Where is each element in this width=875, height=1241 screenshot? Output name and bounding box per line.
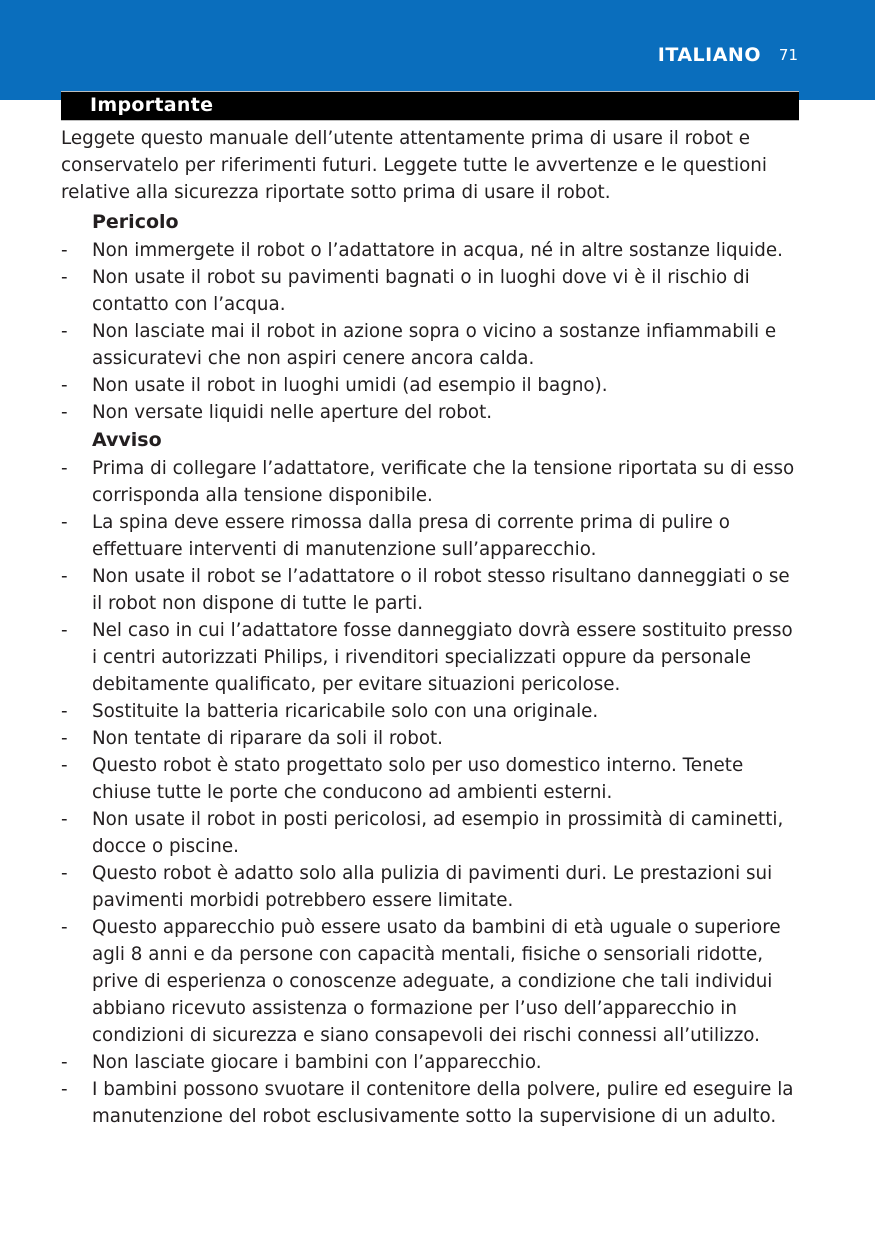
list-item: - Non lasciate giocare i bambini con l’apparecchio. — [61, 1052, 542, 1073]
warning-heading: Avviso — [92, 429, 162, 451]
page-number: 71 — [778, 46, 798, 64]
header-bar — [0, 0, 875, 100]
section-title-bar — [61, 91, 799, 121]
list-item: - Questo robot è adatto solo alla pulizia di pavimenti duri. Le prestazioni sui pavimenti morbidi potrebbero essere limitate. — [61, 863, 773, 911]
list-item: - Nel caso in cui l’adattatore fosse danneggiato dovrà essere sostituito presso i centri autorizzati Philips, i rivenditori specializzati oppure da personale debitamente qualificato, per evitare situazioni pericolose. — [61, 620, 793, 695]
warning-list — [61, 455, 801, 1130]
list-item: - Non usate il robot su pavimenti bagnati o in luoghi dove vi è il rischio di contatto con l’acqua. — [61, 267, 750, 315]
list-item: - Non usate il robot in luoghi umidi (ad esempio il bagno). — [61, 375, 608, 396]
list-item: - Non lasciate mai il robot in azione sopra o vicino a sostanze infiammabili e assicuratevi che non aspiri cenere ancora calda. — [61, 321, 777, 369]
list-item: - Sostituite la batteria ricaricabile solo con una originale. — [61, 701, 599, 722]
list-item: - Non versate liquidi nelle aperture del robot. — [61, 402, 493, 423]
list-item: - Prima di collegare l’adattatore, verificate che la tensione riportata su di esso corrisponda alla tensione disponibile. — [61, 458, 795, 506]
list-item: - Questo robot è stato progettato solo per uso domestico interno. Tenete chiuse tutte le porte che conducono ad ambienti esterni. — [61, 755, 744, 803]
danger-list — [61, 237, 801, 426]
danger-heading: Pericolo — [92, 211, 179, 233]
list-item: - Non usate il robot in posti pericolosi, ad esempio in prossimità di caminetti, docce o piscine. — [61, 809, 784, 857]
list-item: - Non usate il robot se l’adattatore o il robot stesso risultano danneggiati o se il robot non dispone di tutte le parti. — [61, 566, 790, 614]
document-body — [61, 125, 801, 1130]
language-label: ITALIANO — [657, 44, 761, 66]
intro-paragraph: Leggete questo manuale dell’utente attentamente prima di usare il robot e conservatelo per riferimenti futuri. Leggete tutte le avvertenze e le questioni relative alla sicurezza riportate sotto prima di usare il robot. — [61, 128, 767, 203]
list-item: - La spina deve essere rimossa dalla presa di corrente prima di pulire o effettuare interventi di manutenzione sull’apparecchio. — [61, 512, 730, 560]
section-title: Importante — [90, 94, 214, 116]
list-item: - Non tentate di riparare da soli il robot. — [61, 728, 443, 749]
list-item: - I bambini possono svuotare il contenitore della polvere, pulire ed eseguire la manutenzione del robot esclusivamente sotto la supervisione di un adulto. — [61, 1079, 794, 1127]
list-item: - Questo apparecchio può essere usato da bambini di età uguale o superiore agli 8 anni e da persone con capacità mentali, fisiche o sensoriali ridotte, prive di esperienza o conoscenze adeguate, a condizione che tali individui abbiano ricevuto assistenza o formazione per l’uso dell’apparecchio in condizioni di sicurezza e siano consapevoli dei rischi connessi all’utilizzo. — [61, 917, 781, 1046]
list-item: - Non immergete il robot o l’adattatore in acqua, né in altre sostanze liquide. — [61, 240, 783, 261]
